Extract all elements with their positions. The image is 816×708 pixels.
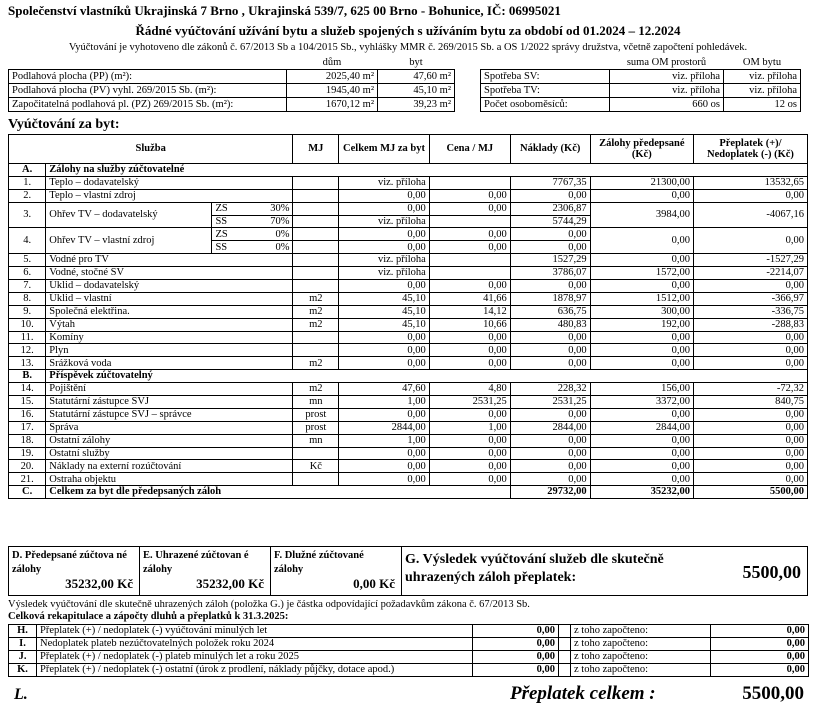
recap-offset-label: z toho započteno:: [571, 651, 711, 664]
props-house-value: 1670,12 m²: [287, 98, 378, 112]
row-total-units: 0,00: [339, 408, 430, 421]
row-balance: 0,00: [693, 344, 807, 357]
row-costs: 0,00: [510, 331, 590, 344]
billing-section-title: Vyúčtování za byt:: [8, 117, 120, 132]
row-costs: 0,00: [510, 408, 590, 421]
row-balance: -336,75: [693, 305, 807, 318]
table-row: [9, 331, 808, 344]
row-advances: 300,00: [590, 305, 693, 318]
row-balance: 0,00: [693, 473, 807, 486]
section-a-label: Zálohy na služby zúčtovatelné: [46, 164, 808, 177]
row-service: Ohřev TV – dodavatelský: [46, 202, 212, 228]
row-service: Vodné, stočné SV: [46, 267, 293, 280]
row-unit: m2: [293, 305, 339, 318]
recap-code: K.: [9, 664, 37, 677]
row-unit-price: [429, 267, 510, 280]
table-row: [9, 305, 808, 318]
recap-code: J.: [9, 651, 37, 664]
row-advances: 1512,00: [590, 292, 693, 305]
row-number: 9.: [9, 305, 46, 318]
recap-offset-label: z toho započteno:: [571, 664, 711, 677]
recap-offset-value: 0,00: [711, 625, 809, 638]
header-advances: Zálohy předepsané (Kč): [590, 135, 693, 164]
row-total-units: 0,00: [339, 460, 430, 473]
row-costs: 480,83: [510, 318, 590, 331]
total-balance: 5500,00: [693, 486, 807, 499]
header-unit: MJ: [293, 135, 339, 164]
row-number: 13.: [9, 357, 46, 370]
row-balance: -288,83: [693, 318, 807, 331]
row-costs: 3786,07: [510, 267, 590, 280]
row-unit-price: 0,00: [429, 460, 510, 473]
row-costs: 2844,00: [510, 421, 590, 434]
row-total-units: 47,60: [339, 383, 430, 396]
row-unit-price: 0,00: [429, 344, 510, 357]
recap-offset-label: z toho započteno:: [571, 638, 711, 651]
table-row: [9, 254, 808, 267]
row-balance: 0,00: [693, 357, 807, 370]
row-costs: 0,00: [510, 357, 590, 370]
row-service: Úklid – dodavatelský: [46, 280, 293, 293]
row-unit-price: 0,00: [429, 473, 510, 486]
row-unit: [293, 189, 339, 202]
row-costs: 0,00: [510, 344, 590, 357]
row-unit: [293, 447, 339, 460]
row-service: Komíny: [46, 331, 293, 344]
row-total-units: viz. příloha: [339, 176, 430, 189]
table-row: [9, 267, 808, 280]
props-om-flat-value: 12 os: [724, 98, 801, 112]
result-note: Výsledek vyúčtování dle skutečně uhrazených záloh (položka G.) je částka odpovídající požadavkům zákona č. 67/2013 Sb.: [8, 599, 530, 610]
row-unit-price: 0,00: [429, 357, 510, 370]
props-label: Podlahová plocha (PP) (m²):: [9, 70, 287, 84]
props-om-total-value: viz. příloha: [610, 70, 724, 84]
row-number: 16.: [9, 408, 46, 421]
recap-value: 0,00: [473, 625, 559, 638]
row-costs: 2531,25: [510, 396, 590, 409]
row-total-units: 0,00: [339, 473, 430, 486]
recap-code: H.: [9, 625, 37, 638]
total-advances: 35232,00: [590, 486, 693, 499]
table-row: [9, 421, 808, 434]
table-row: [9, 176, 808, 189]
row-number: 19.: [9, 447, 46, 460]
row-unit-price: 0,00: [429, 189, 510, 202]
row-balance: 0,00: [693, 421, 807, 434]
table-row: [9, 292, 808, 305]
row-number: 20.: [9, 460, 46, 473]
row-costs: 1527,29: [510, 254, 590, 267]
row-number: 10.: [9, 318, 46, 331]
row-unit-price: 0,00: [429, 447, 510, 460]
property-info-table: [8, 56, 801, 112]
row-number: 14.: [9, 383, 46, 396]
section-b-code: B.: [9, 370, 46, 383]
header-unit-price: Cena / MJ: [429, 135, 510, 164]
row-total-units: 0,00: [339, 447, 430, 460]
summary-paid: E. Uhrazené zúčtovan é zálohy 35232,00 Kč: [140, 547, 271, 595]
row-unit-price: 1,00: [429, 421, 510, 434]
row-unit-price: 41,66: [429, 292, 510, 305]
row-unit: [293, 473, 339, 486]
props-label: Podlahová plocha (PV) vyhl. 269/2015 Sb. (m²):: [9, 84, 287, 98]
row-balance: 0,00: [693, 447, 807, 460]
grand-total-value: 5500,00: [742, 683, 804, 704]
row-advances: 0,00: [590, 280, 693, 293]
row-service: Pojištění: [46, 383, 293, 396]
row-service: Ostatní služby: [46, 447, 293, 460]
row-unit-price: 0,00: [429, 280, 510, 293]
row-costs: 0,00: [510, 447, 590, 460]
row-unit: m2: [293, 318, 339, 331]
row-costs: 228,32: [510, 383, 590, 396]
row-advances: 0,00: [590, 473, 693, 486]
row-costs: 7767,35: [510, 176, 590, 189]
props-house-value: 1945,40 m²: [287, 84, 378, 98]
row-service: Teplo – dodavatelský: [46, 176, 293, 189]
props-om-total-value: 660 os: [610, 98, 724, 112]
grand-total-label: Přeplatek celkem :: [510, 683, 656, 704]
row-number: 18.: [9, 434, 46, 447]
row-number: 1.: [9, 176, 46, 189]
table-row: [9, 408, 808, 421]
row-service: Plyn: [46, 344, 293, 357]
summary-owed: F. Dlužné zúčtované zálohy 0,00 Kč: [271, 547, 402, 595]
recap-code: I.: [9, 638, 37, 651]
row-service: Teplo – vlastní zdroj: [46, 189, 293, 202]
row-number: 6.: [9, 267, 46, 280]
row-costs: 0,00: [510, 473, 590, 486]
recap-row: [9, 664, 809, 677]
props-flat-value: 47,60 m²: [378, 70, 455, 84]
row-total-units: 0,00: [339, 331, 430, 344]
row-total-units: 0,00: [339, 344, 430, 357]
row-total-units: viz. příloha: [339, 254, 430, 267]
row-service: Statutární zástupce SVJ: [46, 396, 293, 409]
row-costs: 636,75: [510, 305, 590, 318]
row-unit-price: 0,00: [429, 434, 510, 447]
row-service: Úklid – vlastní: [46, 292, 293, 305]
row-unit-price: [429, 176, 510, 189]
row-service: Výtah: [46, 318, 293, 331]
recap-offset-value: 0,00: [711, 664, 809, 677]
header-service: Služba: [9, 135, 293, 164]
row-costs: 1878,97: [510, 292, 590, 305]
props-flat-value: 45,10 m²: [378, 84, 455, 98]
row-advances: 21300,00: [590, 176, 693, 189]
table-row: [9, 189, 808, 202]
row-balance: 0,00: [693, 280, 807, 293]
props-label-2: Spotřeba SV:: [481, 70, 610, 84]
props-om-flat-value: viz. příloha: [724, 70, 801, 84]
col-flat: byt: [378, 56, 455, 70]
row-costs: 0,00: [510, 189, 590, 202]
row-unit: m2: [293, 292, 339, 305]
row-total-units: 0,00: [339, 189, 430, 202]
props-om-total-value: viz. příloha: [610, 84, 724, 98]
row-unit: [293, 254, 339, 267]
table-row: [9, 280, 808, 293]
table-row: [9, 396, 808, 409]
col-om-flat: OM bytu: [724, 56, 801, 70]
row-unit-price: 4,80: [429, 383, 510, 396]
row-total-units: 1,00: [339, 396, 430, 409]
row-advances: 0,00: [590, 460, 693, 473]
row-total-units: viz. příloha: [339, 267, 430, 280]
row-total-units: 2844,00: [339, 421, 430, 434]
summary-prescribed: D. Předepsané zúčtova né zálohy 35232,00 Kč: [9, 547, 140, 595]
row-advances: 192,00: [590, 318, 693, 331]
row-total-units: 45,10: [339, 305, 430, 318]
row-number: 11.: [9, 331, 46, 344]
row-advances: 156,00: [590, 383, 693, 396]
property-row: [9, 84, 801, 98]
row-unit: [293, 331, 339, 344]
row-number: 3.: [9, 202, 46, 228]
recap-label: Přeplatek (+) / nedoplatek (-) plateb minulých let a roku 2025: [37, 651, 473, 664]
footer-code: L.: [14, 686, 28, 703]
row-unit-price: 0,00: [429, 408, 510, 421]
row-total-units: 1,00: [339, 434, 430, 447]
row-balance: 0,00: [693, 331, 807, 344]
total-label: Celkem za byt dle předepsaných záloh: [46, 486, 510, 499]
section-a-code: A.: [9, 164, 46, 177]
props-flat-value: 39,23 m²: [378, 98, 455, 112]
props-label-2: Spotřeba TV:: [481, 84, 610, 98]
row-number: 12.: [9, 344, 46, 357]
row-unit: m2: [293, 357, 339, 370]
table-row: [9, 344, 808, 357]
row-unit: [293, 344, 339, 357]
props-label: Započitatelná podlahová pl. (PZ) 269/2015 Sb. (m²):: [9, 98, 287, 112]
recap-offset-label: z toho započteno:: [571, 625, 711, 638]
row-unit: mn: [293, 434, 339, 447]
row-advances: 0,00: [590, 447, 693, 460]
recap-label: Nedoplatek plateb nezúčtovatelných položek roku 2024: [37, 638, 473, 651]
header-balance: Přeplatek (+)/ Nedoplatek (-) (Kč): [693, 135, 807, 164]
row-unit: Kč: [293, 460, 339, 473]
row-number: 4.: [9, 228, 46, 254]
row-number: 21.: [9, 473, 46, 486]
property-row: [9, 98, 801, 112]
row-advances: 0,00: [590, 331, 693, 344]
recap-title: Celková rekapitulace a zápočty dluhů a přeplatků k 31.3.2025:: [8, 611, 289, 622]
legal-basis-note: Vyúčtování je vyhotoveno dle zákonů č. 67/2013 Sb a 104/2015 Sb., vyhlášky MMR č. 269/2015 Sb. a OS 1/2022 správy družstva, včetně započtení pohledávek.: [68, 42, 748, 53]
props-house-value: 2025,40 m²: [287, 70, 378, 84]
table-row: [9, 357, 808, 370]
row-balance: 840,75: [693, 396, 807, 409]
billing-table: Služba MJ Celkem MJ za byt Cena / MJ Náklady (Kč) Zálohy předepsané (Kč) Přeplatek (+)/ Nedoplatek (-) (Kč) A. Zálohy na služby zúčtovatelné 1. Teplo – dodavatelský viz. příloha 7767,35 21300,00 13532,65 2. Teplo – vlastní zdroj 0,00 0,00 0,00 0,00 0,00 3. Ohřev TV – dodavatelský ZS 30% 0,00 0,00 2306,87 3984,00 -4067,16 SS 70% viz. příloha 5744,29 4. Ohřev TV – vlastní zdroj ZS 0% 0,00 0,00 0,00 0,00 0,00 SS 0% 0,00 0,00 0,00 5. Vodné pro TV viz. příloha 1527,29 0,00 -1527,29 6. Vodné, stočné SV viz. příloha 3786,07 1572,00 -2214,07 7. Úklid – dodavatelský 0,00 0,00 0,00 0,00 0,00 8. Úklid – vlastní m2 45,10 41,66 1878,97 1512,00 -366,97 9. Společná elektřina. m2 45,10 14,12 636,75 300,00 -336,75 10. Výtah m2 45,10 10,66 480,83 192,00 -288,83 11. Komíny 0,00 0,00 0,00 0,00 0,00 12. Plyn 0,00 0,00 0,00 0,00 0,00 13. Srážková voda m2 0,00 0,00 0,00 0,00 0,00 B. Příspěvek zúčtovatelný 14. Pojištění m2 47,60 4,80 228,32 156,00 -72,32 15. Statutární zástupce SVJ mn 1,00 2531,25 2531,25 3372,00 840,75 16. Statutární zástupce SVJ – správce prost 0,00 0,00 0,00 0,00 0,00 17. Správa prost 2844,00 1,00 2844,00 2844,00 0,00 18. Ostatní zálohy mn 1,00 0,00 0,00 0,00 0,00 19. Ostatní služby 0,00 0,00 0,00 0,00 0,00 20. Náklady na externí rozúčtování Kč 0,00 0,00 0,00 0,00 0,00 21. Ostraha objektu 0,00 0,00 0,00 0,00 0,00 C. Celkem za byt dle předepsaných záloh 29732,00 35232,00 5500,00: [8, 134, 808, 499]
row-costs: 0,00: [510, 280, 590, 293]
recap-label: Přeplatek (+) / nedoplatek (-) ostatní (úrok z prodlení, náklady půjčky, dotace apod.): [37, 664, 473, 677]
row-unit: [293, 280, 339, 293]
recap-row: [9, 651, 809, 664]
document-title: Řádné vyúčtování užívání bytu a služeb spojených s užíváním bytu za období od 01.2024 – 12.2024: [135, 23, 681, 38]
property-row: [9, 70, 801, 84]
row-service: Statutární zástupce SVJ – správce: [46, 408, 293, 421]
row-unit-price: 14,12: [429, 305, 510, 318]
row-service: Náklady na externí rozúčtování: [46, 460, 293, 473]
section-b-label: Příspěvek zúčtovatelný: [46, 370, 808, 383]
row-advances: 0,00: [590, 434, 693, 447]
row-total-units: 45,10: [339, 318, 430, 331]
recap-table: [8, 624, 809, 677]
row-number: 7.: [9, 280, 46, 293]
row-service: Ostatní zálohy: [46, 434, 293, 447]
table-row: [9, 318, 808, 331]
row-advances: 0,00: [590, 408, 693, 421]
row-advances: 3372,00: [590, 396, 693, 409]
row-advances: 1572,00: [590, 267, 693, 280]
row-number: 5.: [9, 254, 46, 267]
row-total-units: 0,00: [339, 280, 430, 293]
row-unit-price: 10,66: [429, 318, 510, 331]
row-unit: [293, 267, 339, 280]
row-balance: -366,97: [693, 292, 807, 305]
row-balance: 13532,65: [693, 176, 807, 189]
row-balance: 0,00: [693, 189, 807, 202]
row-advances: 0,00: [590, 254, 693, 267]
row-number: 15.: [9, 396, 46, 409]
row-advances: 0,00: [590, 189, 693, 202]
row-unit-price: 0,00: [429, 331, 510, 344]
row-total-units: 45,10: [339, 292, 430, 305]
table-row: [9, 434, 808, 447]
props-om-flat-value: viz. příloha: [724, 84, 801, 98]
row-advances: 2844,00: [590, 421, 693, 434]
row-costs: 0,00: [510, 434, 590, 447]
table-row: [9, 447, 808, 460]
row-unit-price: [429, 254, 510, 267]
col-om-total: suma OM prostorů: [610, 56, 724, 70]
recap-offset-value: 0,00: [711, 651, 809, 664]
row-number: 8.: [9, 292, 46, 305]
recap-value: 0,00: [473, 664, 559, 677]
row-service: Správa: [46, 421, 293, 434]
props-label-2: Počet osoboměsíců:: [481, 98, 610, 112]
association-header: Společenství vlastníků Ukrajinská 7 Brno , Ukrajinská 539/7, 625 00 Brno - Bohunice, IČ: 06995021: [8, 3, 561, 18]
col-house: dům: [287, 56, 378, 70]
row-balance: -1527,29: [693, 254, 807, 267]
table-row: [9, 473, 808, 486]
recap-value: 0,00: [473, 638, 559, 651]
table-row: [9, 383, 808, 396]
row-balance: 0,00: [693, 434, 807, 447]
row-balance: -2214,07: [693, 267, 807, 280]
row-service: Společná elektřina.: [46, 305, 293, 318]
row-service: Srážková voda: [46, 357, 293, 370]
total-code: C.: [9, 486, 46, 499]
row-costs: 0,00: [510, 460, 590, 473]
row-balance: 0,00: [693, 408, 807, 421]
summary-result-value: 5500,00: [742, 562, 801, 582]
row-balance: -72,32: [693, 383, 807, 396]
recap-row: [9, 638, 809, 651]
row-advances: 0,00: [590, 357, 693, 370]
recap-value: 0,00: [473, 651, 559, 664]
row-unit: [293, 176, 339, 189]
row-service: Vodné pro TV: [46, 254, 293, 267]
summary-box: [8, 546, 808, 596]
row-unit: prost: [293, 408, 339, 421]
row-number: 17.: [9, 421, 46, 434]
row-total-units: 0,00: [339, 357, 430, 370]
total-costs: 29732,00: [510, 486, 590, 499]
row-service: Ostraha objektu: [46, 473, 293, 486]
row-unit-price: 2531,25: [429, 396, 510, 409]
row-unit: mn: [293, 396, 339, 409]
row-service: Ohřev TV – vlastní zdroj: [46, 228, 212, 254]
recap-row: [9, 625, 809, 638]
header-total-units: Celkem MJ za byt: [339, 135, 430, 164]
row-balance: 0,00: [693, 460, 807, 473]
header-costs: Náklady (Kč): [510, 135, 590, 164]
row-number: 2.: [9, 189, 46, 202]
table-row: [9, 460, 808, 473]
recap-label: Přeplatek (+) / nedoplatek (-) vyúčtování minulých let: [37, 625, 473, 638]
recap-offset-value: 0,00: [711, 638, 809, 651]
row-advances: 0,00: [590, 344, 693, 357]
summary-result-label: G. Výsledek vyúčtování služeb dle skutečně uhrazených záloh přeplatek:: [405, 552, 664, 585]
row-unit: m2: [293, 383, 339, 396]
row-unit: prost: [293, 421, 339, 434]
